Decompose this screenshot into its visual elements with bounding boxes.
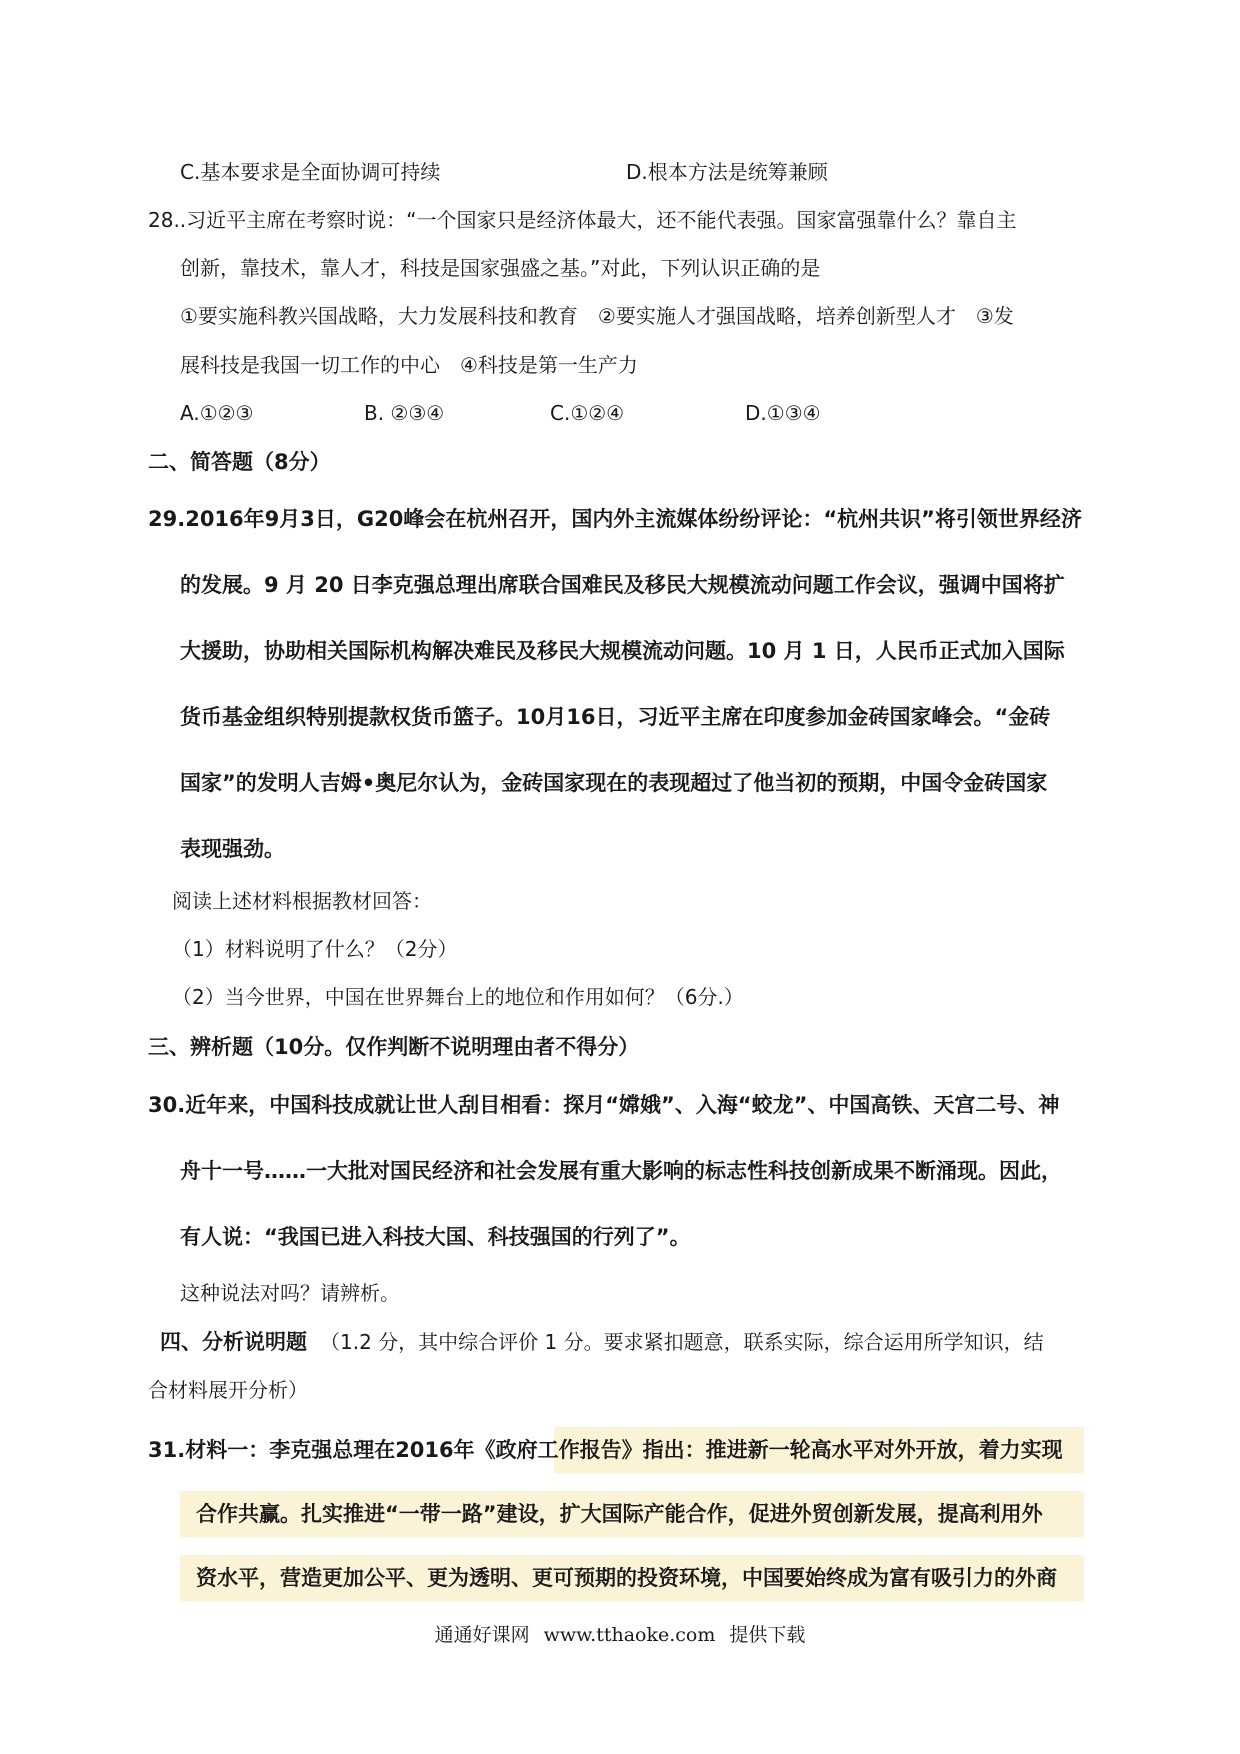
q27-option-c: C.基本要求是全面协调可持续: [180, 160, 441, 184]
q28-statements-line-1: ①要实施科教兴国战略，大力发展科技和教育 ②要实施人才强国战略，培养创新型人才 ③发: [180, 304, 1014, 328]
q28-option-a: A.①②③: [180, 401, 254, 425]
q29-sub-question-1: （1）材料说明了什么？（2分）: [172, 937, 458, 961]
q29-material-line-6: 表现强劲。: [180, 837, 285, 861]
footer-site-name: 通通好课网: [434, 1624, 530, 1646]
q30-prompt: 这种说法对吗？请辨析。: [180, 1281, 400, 1305]
section-4-heading: 四、分析说明题: [160, 1330, 307, 1354]
q29-material-line-4: 货币基金组织特别提款权货币篮子。10月16日，习近平主席在印度参加金砖国家峰会。“金砖: [180, 705, 1051, 729]
q28-stem-line-2: 创新，靠技术，靠人才，科技是国家强盛之基。”对此，下列认识正确的是: [180, 256, 821, 280]
section-3-heading: 三、辨析题（10分。仅作判断不说明理由者不得分）: [148, 1035, 640, 1059]
q31-material-intro: 31.材料一：李克强总理在2016年《政府工作报告》指出：: [148, 1438, 706, 1462]
q29-material-line-5: 国家”的发明人吉姆•奥尼尔认为，金砖国家现在的表现超过了他当初的预期，中国令金砖国家: [180, 771, 1048, 795]
q29-material-line-2: 的发展。9 月 20 日李克强总理出席联合国难民及移民大规模流动问题工作会议，强调中国将扩: [180, 573, 1065, 597]
q31-material-label: [148, 1435, 1063, 1465]
q31-material-line-2: 合作共赢。扎实推进“一带一路”建设，扩大国际产能合作，促进外贸创新发展，提高利用外: [196, 1502, 1043, 1526]
q29-prompt: 阅读上述材料根据教材回答：: [172, 889, 432, 913]
q29-material-line-1: 29.2016年9月3日，G20峰会在杭州召开，国内外主流媒体纷纷评论：“杭州共识”将引领世界经济: [148, 507, 1082, 531]
q29-sub-question-2: （2）当今世界，中国在世界舞台上的地位和作用如何？（6分.）: [172, 985, 744, 1009]
q29-material-line-3: 大援助，协助相关国际机构解决难民及移民大规模流动问题。10 月 1 日，人民币正式加入国际: [180, 639, 1065, 663]
q31-material-line-3: 资水平，营造更加公平、更为透明、更可预期的投资环境，中国要始终成为富有吸引力的外商: [196, 1566, 1057, 1590]
q28-statements-line-2: 展科技是我国一切工作的中心 ④科技是第一生产力: [180, 353, 638, 377]
footer-url[interactable]: www.tthaoke.com: [543, 1624, 716, 1646]
footer-suffix: 提供下载: [729, 1624, 806, 1646]
section-4-note-line-2: 合材料展开分析）: [148, 1378, 308, 1402]
q28-stem-line-1: 28..习近平主席在考察时说：“一个国家只是经济体最大，还不能代表强。国家富强靠什么？靠自主: [148, 208, 1017, 232]
section-2-heading: 二、简答题（8分）: [148, 450, 331, 474]
q28-option-d: D.①③④: [745, 401, 821, 425]
q31-material-quote-start: 推进新一轮高水平对外开放，着力实现: [705, 1438, 1063, 1462]
page-footer: [0, 1620, 1240, 1647]
q28-option-b: B. ②③④: [364, 401, 445, 425]
q27-option-d: D.根本方法是统筹兼顾: [626, 160, 828, 184]
q30-material-line-1: 30.近年来，中国科技成就让世人刮目相看：探月“嫦娥”、入海“蛟龙”、中国高铁、天宫二号、神: [148, 1093, 1060, 1117]
section-4-note-line-1: （1.2 分，其中综合评价 1 分。要求紧扣题意，联系实际，综合运用所学知识，结: [320, 1330, 1044, 1354]
q30-material-line-3: 有人说：“我国已进入科技大国、科技强国的行列了”。: [180, 1225, 691, 1249]
q30-material-line-2: 舟十一号……一大批对国民经济和社会发展有重大影响的标志性科技创新成果不断涌现。因此，: [180, 1159, 1062, 1183]
q28-option-c: C.①②④: [550, 401, 625, 425]
